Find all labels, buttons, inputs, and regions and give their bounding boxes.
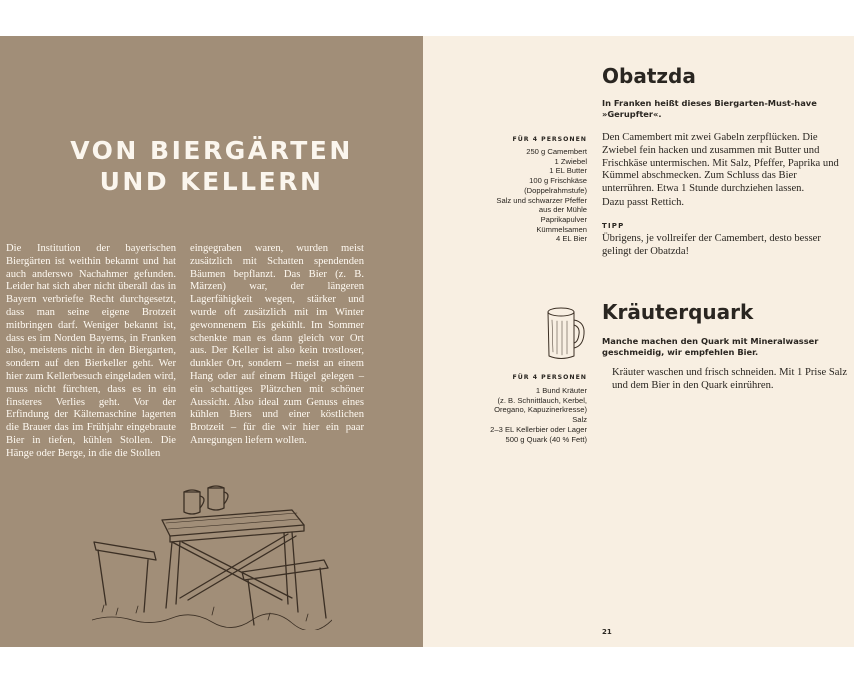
- ingredient-item: 1 EL Butter: [549, 166, 587, 176]
- serving-note: Dazu passt Rettich.: [602, 197, 685, 208]
- tip-text: Übrigens, je vollreifer der Camembert, desto besser gelingt der Obatzda!: [602, 233, 821, 257]
- recipe-subtitle-line1: In Franken heißt dieses Biergarten-Must-have: [602, 98, 817, 108]
- ingredient-item: (z. B. Schnittlauch, Kerbel,: [497, 395, 587, 405]
- ingredient-item: aus der Mühle: [538, 205, 587, 215]
- ingredient-list-kraeuterquark: [490, 386, 587, 444]
- ingredient-item: Salz: [572, 415, 587, 425]
- ingredient-item: 100 g Frischkäse: [529, 176, 587, 186]
- intro-column-2: eingegraben waren, wurden meist zusätzlich mit Schatten spendenden Bäumen bepflanzt. Das Bier (z. B. Märzen) war, der längeren Lagerfähigkeit wegen, stärker und wurde oft zusätzlich mit im Winter gewonnenem Eis gekühlt. Im Sommer schenkte man es dann gleich vor Ort aus. Der Keller ist also kein trostloser, dunkler Ort, sondern – meist an einem Hang oder auf einem Hügel gelegen – ein schattiges Plätzchen mit schöner Aussicht. Also ideal zum Genuss eines kühlen Biers und einer köstlichen Brotzeit – für die wir hier ein paar Anregungen liefern wollen.: [190, 243, 364, 446]
- ingredient-item: 1 Zwiebel: [554, 156, 587, 166]
- intro-column-1: Die Institution der bayerischen Biergärten ist weithin bekannt und hat auch anderswo Nachahmer gefunden. Leider hat sich aber nicht überall das in Bayern verbriefte Recht durchgesetzt, dass man seine eigene Brotzeit mitbringen darf. Weniger bekannt ist, dass es im Norden Bayerns, in Franken also, meistens nicht in den Biergarten, sondern auf den Bierkeller geht. Wer hier zum Kellerbesuch eingeladen wird, muss nicht fürchten, dass es in ein finsteres Verlies geht. Vor der Erfindung der Kältemaschine lagerten die Brauer das im Frühjahr eingebraute Bier in tiefen, kühlen Stollen. Die Hänge oder Berge, in die die Stollen: [6, 243, 176, 459]
- ingredient-item: Kümmelsamen: [536, 224, 587, 234]
- recipe-subtitle-line2: geschmeidig, wir empfehlen Bier.: [602, 347, 759, 357]
- recipe-title-kraeuterquark: Kräuterquark: [602, 300, 754, 324]
- beer-garden-table-illustration: [92, 480, 332, 630]
- recipe-subtitle-obatzda: [602, 98, 817, 120]
- chapter-title: [0, 135, 423, 197]
- ingredient-item: 4 EL Bier: [556, 234, 587, 244]
- ingredient-item: 500 g Quark (40 % Fett): [505, 434, 587, 444]
- beer-mug-icon: [543, 304, 587, 364]
- ingredient-item: Oregano, Kapuzinerkresse): [494, 405, 587, 415]
- method-text-kraeuterquark: Kräuter waschen und frisch schneiden. Mit 1 Prise Salz und dem Bier in den Quark einrühren.: [612, 367, 848, 391]
- ingredient-item: 1 Bund Kräuter: [535, 386, 587, 395]
- recipe-subtitle-line1: Manche machen den Quark mit Mineralwasser: [602, 336, 819, 346]
- chapter-title-line1: VON BIERGÄRTEN: [70, 136, 353, 165]
- servings-label: FÜR 4 PERSONEN: [512, 136, 587, 143]
- recipe-subtitle-kraeuterquark: [602, 336, 818, 358]
- page-number: 21: [602, 628, 612, 636]
- ingredient-item: 250 g Camembert: [526, 147, 587, 156]
- recipe-title-obatzda: Obatzda: [602, 64, 696, 88]
- chapter-title-line2: UND KELLERN: [99, 167, 324, 196]
- ingredient-item: (Doppelrahmstufe): [524, 185, 587, 195]
- recipe-subtitle-line2: »Gerupfter«.: [602, 109, 662, 119]
- ingredient-item: Paprikapulver: [540, 214, 587, 224]
- ingredient-list-obatzda: [496, 147, 587, 244]
- ingredient-item: Salz und schwarzer Pfeffer: [496, 195, 587, 205]
- method-text-obatzda: Den Camembert mit zwei Gabeln zerpflücken. Die Zwiebel fein hacken und zusammen mit Butter und Frischkäse untermischen. Mit Salz, Pfeffer, Paprika und Kümmel abschmecken. Zum Schluss das Bier unterrühren. Etwa 1 Stunde durchziehen lassen.: [602, 132, 839, 195]
- ingredient-item: 2–3 EL Kellerbier oder Lager: [490, 424, 587, 434]
- servings-label: FÜR 4 PERSONEN: [512, 374, 587, 381]
- tip-label: TIPP: [602, 222, 625, 230]
